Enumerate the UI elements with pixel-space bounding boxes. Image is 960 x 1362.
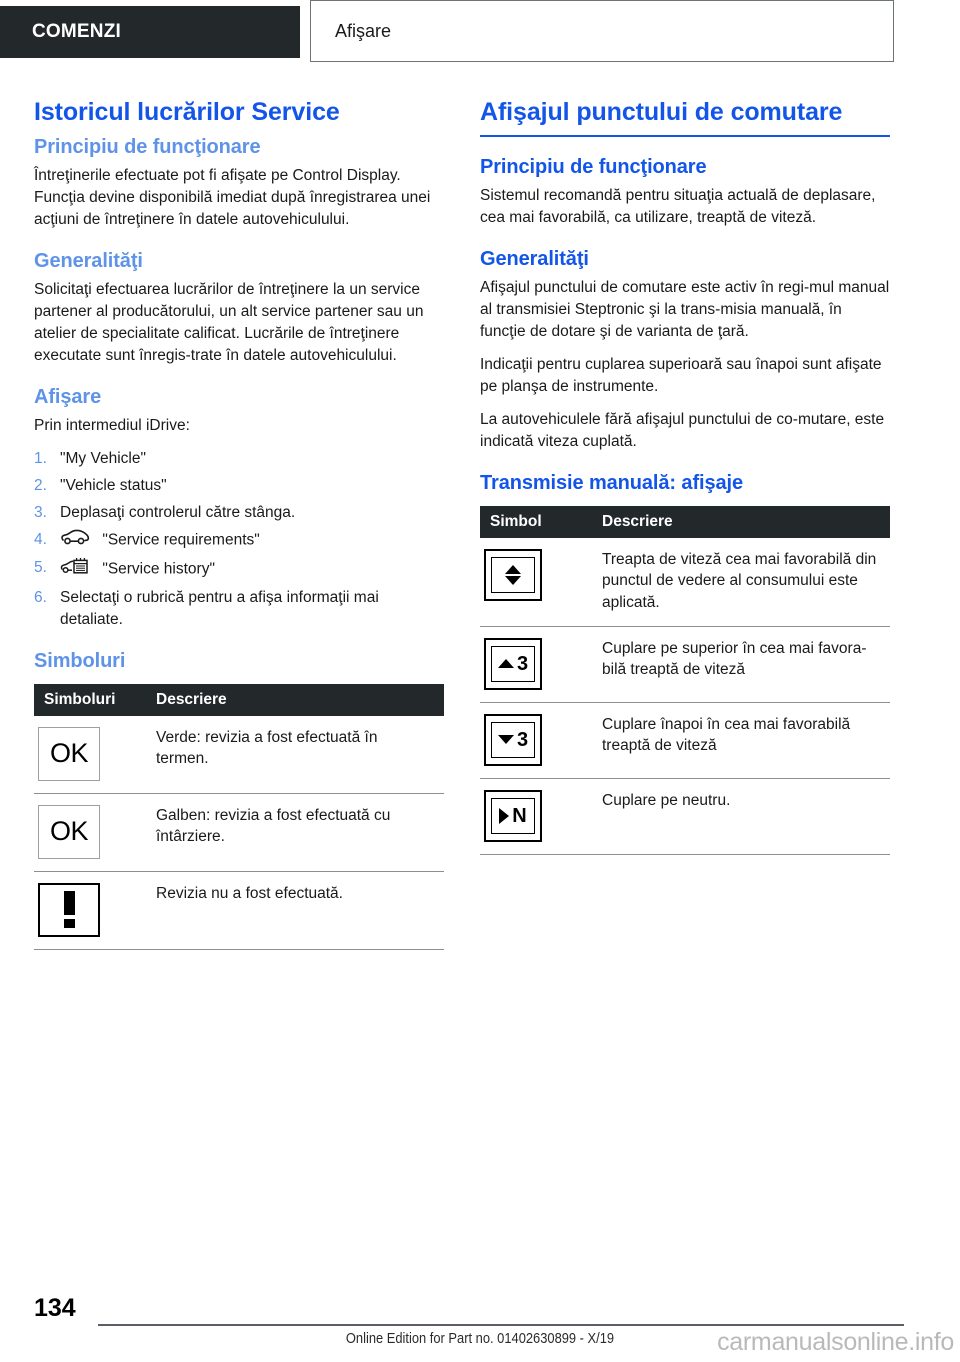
indicator-inner-frame	[491, 722, 535, 758]
list-item	[34, 475, 444, 497]
left-heading-principiu: Principiu de funcţionare	[34, 135, 261, 158]
step-text: Deplasaţi controlerul către stânga.	[60, 503, 296, 521]
symbol-cell	[480, 538, 592, 627]
gear-digit: N	[512, 804, 527, 827]
column-header-simbol: Simbol	[480, 506, 592, 538]
chapter-label: COMENZI	[32, 21, 122, 42]
step-text: Selectaţi o rubrică pentru a afişa informaţii mai detaliate.	[60, 588, 379, 628]
title-divider	[480, 135, 890, 137]
step-number: 4.	[34, 530, 47, 548]
left-heading-generalitati: Generalităţi	[34, 249, 143, 272]
description-cell: Cuplare pe neutru.	[592, 778, 890, 854]
step-number: 1.	[34, 449, 47, 467]
left-paragraph-principiu: Întreţinerile efectuate pot fi afişate pe Control Display. Funcţia devine disponibilă imediat după înregistrarea unei acţiuni de întreţinere în datele autovehiculului.	[34, 166, 431, 228]
symbol-cell	[480, 702, 592, 778]
page-footer	[0, 1272, 960, 1362]
left-page-title: Istoricul lucrărilor Service	[34, 98, 340, 126]
column-header-simboluri: Simboluri	[34, 684, 146, 716]
table-row	[480, 778, 890, 854]
symbol-cell	[480, 626, 592, 702]
footer-divider	[98, 1324, 904, 1326]
step-text-with-icon	[60, 529, 444, 552]
triangle-down-icon	[498, 735, 514, 744]
table-header-row	[34, 684, 444, 716]
right-heading-principiu: Principiu de funcţionare	[480, 155, 707, 178]
step-number: 2.	[34, 476, 47, 494]
table-row	[480, 702, 890, 778]
right-heading-transmisie: Transmisie manuală: afişaje	[480, 471, 743, 494]
step-text: "Vehicle status"	[60, 476, 167, 494]
step-text-with-icon	[60, 557, 444, 582]
service-symbols-table	[34, 684, 444, 950]
page-number: 134	[34, 1294, 76, 1322]
list-item	[34, 587, 444, 631]
left-heading-afisare: Afişare	[34, 385, 102, 408]
car-icon	[60, 529, 90, 552]
indicator-inner-frame	[491, 798, 535, 834]
right-column	[480, 96, 890, 855]
step-text: "Service requirements"	[102, 531, 260, 549]
right-paragraph-principiu: Sistemul recomandă pentru situaţia actuală de deplasare, cea mai favorabilă, ca utilizare, treaptă de viteză.	[480, 186, 876, 226]
symbol-cell	[34, 793, 146, 871]
left-column	[34, 96, 444, 950]
up-down-arrow-pair-icon	[505, 565, 521, 585]
description-cell: Galben: revizia a fost efectuată cu întârziere.	[146, 793, 444, 871]
ok-text: OK	[49, 815, 88, 846]
exclamation-box-icon	[38, 883, 100, 937]
gear-digit: 3	[516, 652, 529, 675]
triangle-down-icon	[505, 576, 521, 585]
right-paragraph-generalitati-3: La autovehiculele fără afişajul punctului de co-mutare, este indicată viteza cuplată.	[480, 410, 885, 450]
description-cell: Verde: revizia a fost efectuată în termen.	[146, 716, 444, 794]
triangle-right-icon	[499, 808, 509, 824]
site-watermark: carmanualsonline.info	[717, 1328, 954, 1356]
up-down-arrows-box-icon	[484, 549, 542, 601]
list-item	[34, 529, 444, 552]
section-tab-label: Afişare	[335, 20, 392, 41]
description-cell: Revizia nu a fost efectuată.	[146, 871, 444, 949]
left-heading-simboluri: Simboluri	[34, 649, 126, 672]
section-tab	[310, 0, 894, 62]
triangle-up-icon	[505, 565, 521, 574]
step-number: 5.	[34, 558, 47, 576]
right-page-title: Afişajul punctului de comutare	[480, 98, 843, 126]
edition-notice: Online Edition for Part no. 01402630899 - X/19	[345, 1330, 615, 1347]
chapter-banner	[0, 6, 300, 58]
shift-down-box-icon	[484, 714, 542, 766]
step-text: "My Vehicle"	[60, 449, 146, 467]
indicator-inner-frame	[491, 557, 535, 593]
triangle-up-icon	[498, 659, 514, 668]
symbol-cell	[480, 778, 592, 854]
page-header	[0, 0, 960, 64]
left-paragraph-afisare: Prin intermediul iDrive:	[34, 416, 190, 434]
step-number: 6.	[34, 588, 47, 606]
step-number: 3.	[34, 503, 47, 521]
ok-yellow-box-icon	[38, 805, 100, 859]
car-calendar-icon	[60, 557, 90, 582]
symbol-cell	[34, 716, 146, 794]
step-text: "Service history"	[102, 560, 215, 578]
symbol-cell	[34, 871, 146, 949]
right-paragraph-generalitati-1: Afişajul punctului de comutare este activ în regi-mul manual al transmisiei Steptronic şi la trans-misia manuală, în funcţie de dotare şi de varianta de ţară.	[480, 278, 890, 340]
table-header-row	[480, 506, 890, 538]
list-item	[34, 448, 444, 470]
gearshift-symbols-table	[480, 506, 890, 855]
exclamation-bar	[64, 891, 75, 915]
gear-digit: 3	[516, 728, 529, 751]
left-paragraph-generalitati: Solicitaţi efectuarea lucrărilor de întreţinere la un service partener al producătorului, un alt service partener sau un atelier de specialitate calificat. Lucrările de întreţinere executate sunt înregis-trate în datele autovehiculului.	[34, 280, 424, 364]
ok-green-box-icon	[38, 727, 100, 781]
table-row	[480, 538, 890, 627]
ok-text: OK	[49, 737, 88, 768]
description-cell: Treapta de viteză cea mai favorabilă din punctul de vedere al consumului este aplicată.	[592, 538, 890, 627]
shift-up-box-icon	[484, 638, 542, 690]
indicator-inner-frame	[491, 646, 535, 682]
table-row	[34, 716, 444, 794]
table-row	[34, 793, 444, 871]
exclamation-dot	[64, 919, 75, 928]
right-heading-generalitati: Generalităţi	[480, 247, 589, 270]
list-item	[34, 502, 444, 524]
right-paragraph-generalitati-2: Indicaţii pentru cuplarea superioară sau înapoi sunt afişate pe planşa de instrumente.	[480, 355, 882, 395]
description-cell: Cuplare înapoi în cea mai favorabilă treaptă de viteză	[592, 702, 890, 778]
column-header-descriere: Descriere	[592, 506, 890, 538]
table-row	[34, 871, 444, 949]
list-item	[34, 557, 444, 582]
idrive-steps-list	[34, 448, 444, 631]
table-row	[480, 626, 890, 702]
column-header-descriere: Descriere	[146, 684, 444, 716]
description-cell: Cuplare pe superior în cea mai favora-bilă treaptă de viteză	[592, 626, 890, 702]
neutral-box-icon	[484, 790, 542, 842]
